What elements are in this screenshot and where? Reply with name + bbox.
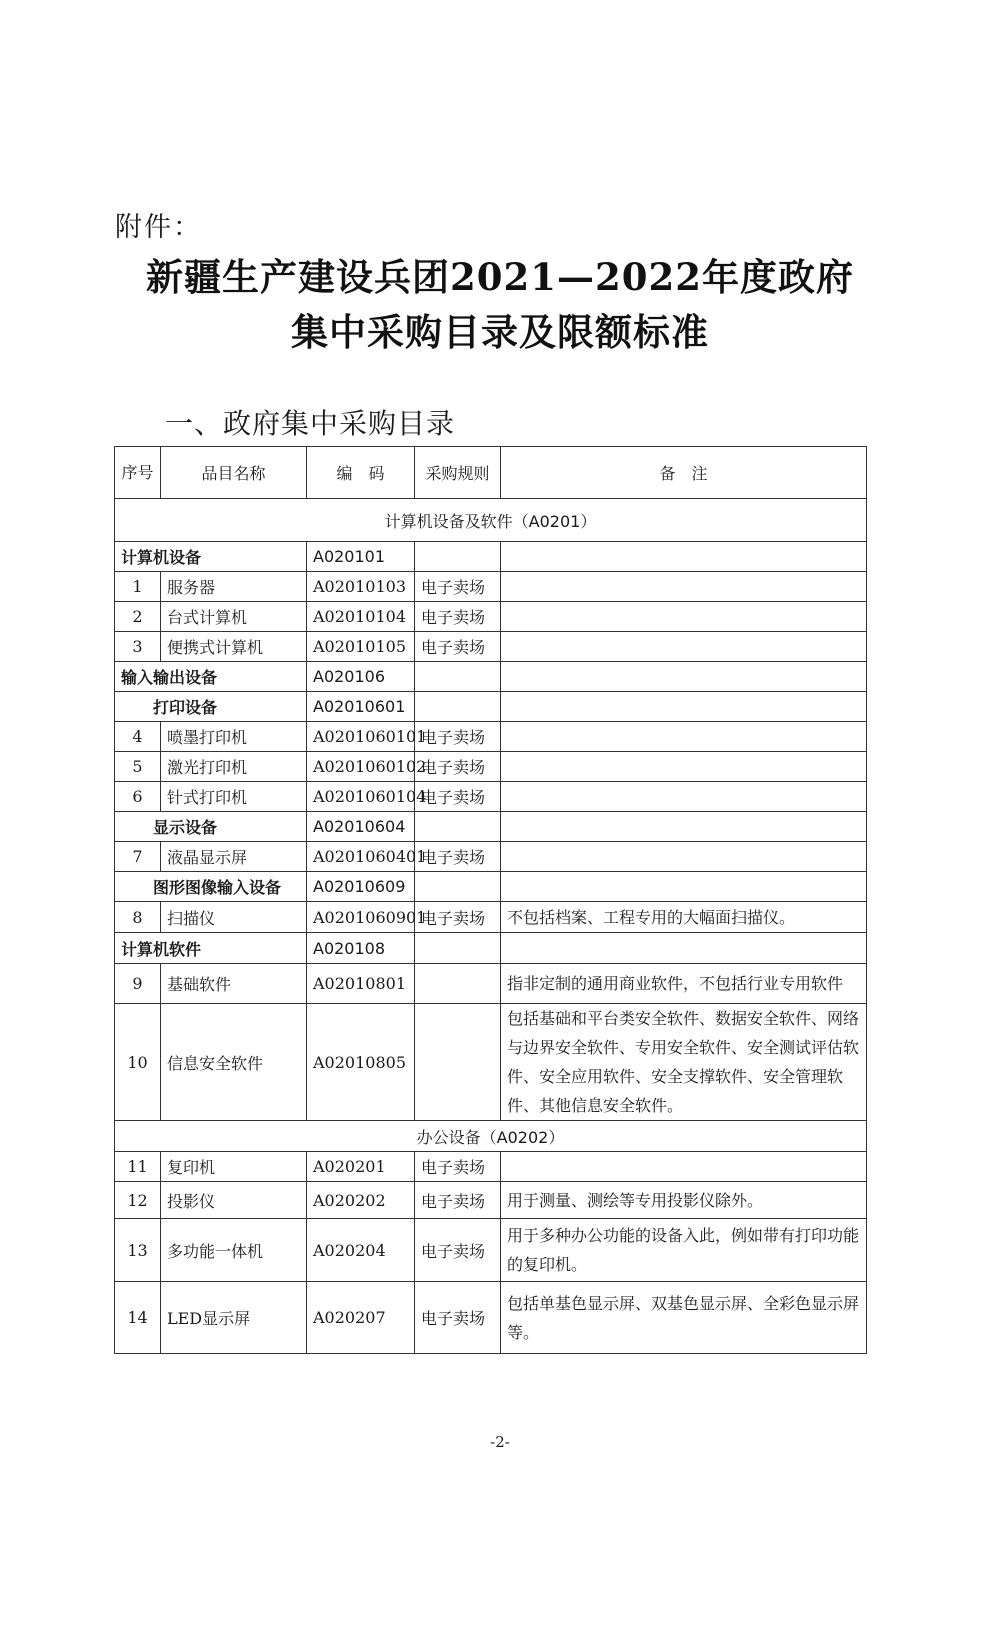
table-row	[115, 572, 867, 602]
table-row	[115, 902, 867, 933]
attachment-label: 附件：	[115, 212, 202, 243]
note-cell	[501, 722, 867, 752]
note-cell	[501, 572, 867, 602]
table-row	[115, 602, 867, 632]
name-cell: 基础软件	[161, 964, 307, 1004]
seq-cell: 4	[115, 722, 161, 752]
rule-cell: 电子卖场	[415, 1282, 501, 1354]
seq-cell: 7	[115, 842, 161, 872]
rule-cell: 电子卖场	[415, 1152, 501, 1182]
subcategory-row	[115, 812, 867, 842]
table-row	[115, 964, 867, 1004]
rule-cell: 电子卖场	[415, 902, 501, 933]
rule-cell: 电子卖场	[415, 632, 501, 662]
code-cell: A02010105	[307, 632, 415, 662]
code-cell: A02010801	[307, 964, 415, 1004]
header-rule: 采购规则	[415, 447, 501, 499]
table-row	[115, 782, 867, 812]
document-title-line-2: 集中采购目录及限额标准	[291, 310, 709, 354]
seq-cell: 14	[115, 1282, 161, 1354]
table-row	[115, 722, 867, 752]
code-cell: A02010805	[307, 1004, 415, 1121]
code-cell: A020204	[307, 1219, 415, 1282]
document-title-line-1: 新疆生产建设兵团2021—2022年度政府	[146, 255, 854, 299]
rule-cell: 电子卖场	[415, 782, 501, 812]
code-cell: A0201060901	[307, 902, 415, 933]
table-row	[115, 1182, 867, 1219]
code-cell: A02010104	[307, 602, 415, 632]
rule-cell	[415, 1004, 501, 1121]
subcategory-name: 显示设备	[115, 812, 307, 842]
seq-cell: 6	[115, 782, 161, 812]
name-cell: 复印机	[161, 1152, 307, 1182]
page-number: -2-	[490, 1433, 510, 1451]
code-cell: A020201	[307, 1152, 415, 1182]
name-cell: 信息安全软件	[161, 1004, 307, 1121]
rule-cell: 电子卖场	[415, 842, 501, 872]
seq-cell: 11	[115, 1152, 161, 1182]
rule-cell: 电子卖场	[415, 1182, 501, 1219]
seq-cell: 8	[115, 902, 161, 933]
name-cell: 台式计算机	[161, 602, 307, 632]
seq-cell: 3	[115, 632, 161, 662]
subcategory-name: 图形图像输入设备	[115, 872, 307, 902]
code-cell: A0201060401	[307, 842, 415, 872]
table-row	[115, 1152, 867, 1182]
table-row	[115, 752, 867, 782]
name-cell: 服务器	[161, 572, 307, 602]
header-name: 品目名称	[161, 447, 307, 499]
note-cell: 用于测量、测绘等专用投影仪除外。	[501, 1182, 867, 1219]
header-code: 编 码	[307, 447, 415, 499]
table-row	[115, 1282, 867, 1354]
name-cell: 液晶显示屏	[161, 842, 307, 872]
code-cell: A0201060101	[307, 722, 415, 752]
table-row	[115, 632, 867, 662]
subcategory-code: A02010604	[307, 812, 415, 842]
category-row	[115, 662, 867, 692]
table-row	[115, 842, 867, 872]
name-cell: LED显示屏	[161, 1282, 307, 1354]
procurement-catalog-table	[114, 446, 867, 1354]
category-name: 计算机软件	[115, 933, 307, 964]
name-cell: 便携式计算机	[161, 632, 307, 662]
seq-cell: 9	[115, 964, 161, 1004]
section-label: 办公设备（A0202）	[115, 1121, 867, 1152]
category-name: 计算机设备	[115, 542, 307, 572]
table-header-row	[115, 447, 867, 499]
rule-cell: 电子卖场	[415, 1219, 501, 1282]
note-cell: 包括单基色显示屏、双基色显示屏、全彩色显示屏等。	[501, 1282, 867, 1354]
table-row	[115, 1219, 867, 1282]
name-cell: 扫描仪	[161, 902, 307, 933]
code-cell: A020202	[307, 1182, 415, 1219]
category-code: A020108	[307, 933, 415, 964]
rule-cell: 电子卖场	[415, 752, 501, 782]
section-row	[115, 1121, 867, 1152]
category-code: A020106	[307, 662, 415, 692]
subcategory-code: A02010609	[307, 872, 415, 902]
note-cell: 包括基础和平台类安全软件、数据安全软件、网络与边界安全软件、专用安全软件、安全测试评估软件、安全应用软件、安全支撑软件、安全管理软件、其他信息安全软件。	[501, 1004, 867, 1121]
rule-cell: 电子卖场	[415, 572, 501, 602]
section-row	[115, 499, 867, 542]
note-cell: 指非定制的通用商业软件，不包括行业专用软件	[501, 964, 867, 1004]
subcategory-row	[115, 692, 867, 722]
category-row	[115, 933, 867, 964]
subcategory-code: A02010601	[307, 692, 415, 722]
code-cell: A020207	[307, 1282, 415, 1354]
category-row	[115, 542, 867, 572]
seq-cell: 5	[115, 752, 161, 782]
note-cell	[501, 602, 867, 632]
seq-cell: 1	[115, 572, 161, 602]
rule-cell: 电子卖场	[415, 602, 501, 632]
seq-cell: 12	[115, 1182, 161, 1219]
rule-cell: 电子卖场	[415, 722, 501, 752]
note-cell	[501, 752, 867, 782]
section-heading: 一、政府集中采购目录	[165, 407, 456, 440]
seq-cell: 10	[115, 1004, 161, 1121]
header-seq: 序号	[115, 447, 161, 499]
category-code: A020101	[307, 542, 415, 572]
header-note: 备 注	[501, 447, 867, 499]
name-cell: 投影仪	[161, 1182, 307, 1219]
code-cell: A02010103	[307, 572, 415, 602]
seq-cell: 2	[115, 602, 161, 632]
code-cell: A0201060104	[307, 782, 415, 812]
table-row	[115, 1004, 867, 1121]
category-name: 输入输出设备	[115, 662, 307, 692]
section-label: 计算机设备及软件（A0201）	[115, 499, 867, 542]
note-cell: 用于多种办公功能的设备入此，例如带有打印功能的复印机。	[501, 1219, 867, 1282]
subcategory-row	[115, 872, 867, 902]
seq-cell: 13	[115, 1219, 161, 1282]
note-cell	[501, 1152, 867, 1182]
name-cell: 针式打印机	[161, 782, 307, 812]
name-cell: 喷墨打印机	[161, 722, 307, 752]
note-cell: 不包括档案、工程专用的大幅面扫描仪。	[501, 902, 867, 933]
name-cell: 激光打印机	[161, 752, 307, 782]
name-cell: 多功能一体机	[161, 1219, 307, 1282]
note-cell	[501, 632, 867, 662]
subcategory-name: 打印设备	[115, 692, 307, 722]
rule-cell	[415, 964, 501, 1004]
code-cell: A0201060102	[307, 752, 415, 782]
note-cell	[501, 782, 867, 812]
note-cell	[501, 842, 867, 872]
